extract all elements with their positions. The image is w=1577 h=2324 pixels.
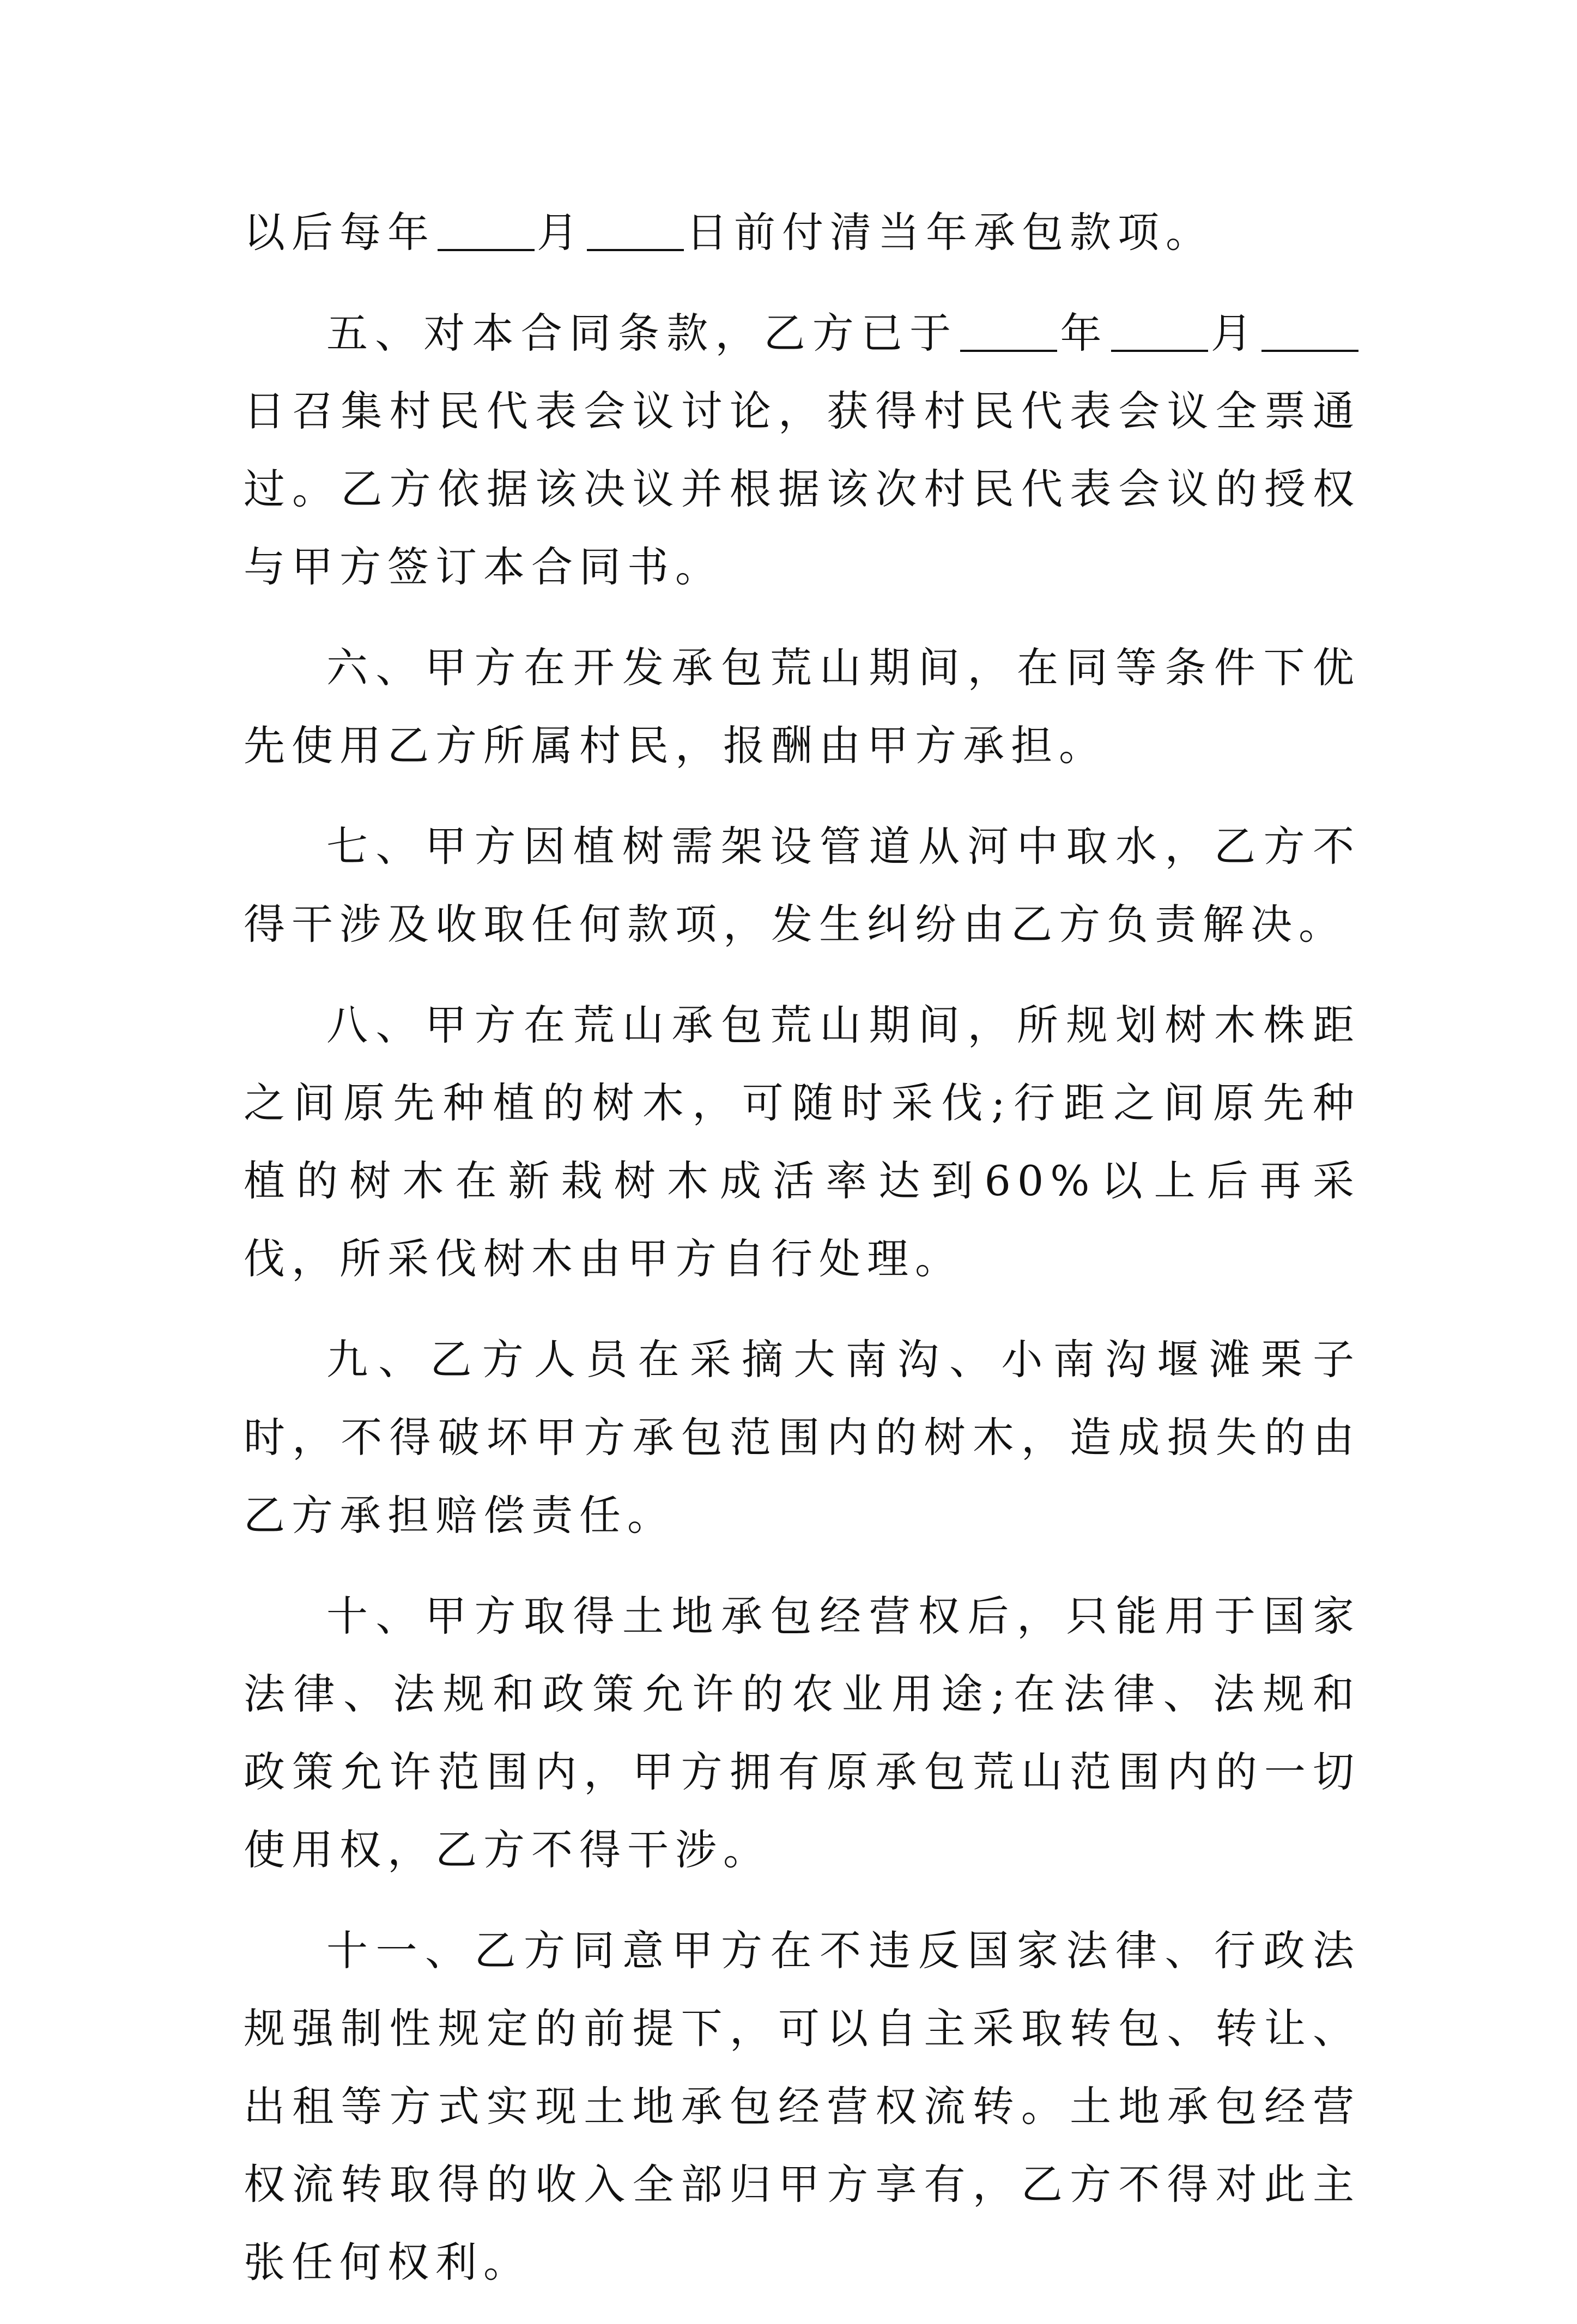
blank-field-year (960, 312, 1057, 352)
text-segment: 年 (1059, 309, 1109, 357)
text-segment: 日前付清当年承包款项。 (686, 208, 1214, 257)
text-segment: 九、乙方人员在采摘大南沟、小南沟堰滩栗子时，不得破坏甲方承包范围内的树木，造成损失的由乙方承担赔偿责任。 (244, 1335, 1361, 1540)
paragraph-clause-8 (244, 986, 1361, 1298)
text-segment: 以后每年 (244, 208, 435, 257)
text-segment: 十、甲方取得土地承包经营权后，只能用于国家法律、法规和政策允许的农业用途;在法律、法规和政策允许范围内，甲方拥有原承包荒山范围内的一切使用权，乙方不得干涉。 (244, 1592, 1361, 1874)
paragraph-payment-schedule (244, 193, 1361, 271)
text-segment: 月 (1210, 309, 1260, 357)
text-segment: 六、甲方在开发承包荒山期间，在同等条件下优先使用乙方所属村民，报酬由甲方承担。 (244, 643, 1361, 770)
text-segment: 五、对本合同条款，乙方已于 (326, 309, 959, 357)
blank-field-day (1261, 312, 1358, 352)
paragraph-clause-10 (244, 1577, 1361, 1889)
paragraph-clause-11 (244, 1912, 1361, 2301)
text-segment: 十一、乙方同意甲方在不违反国家法律、行政法规强制性规定的前提下，可以自主采取转包、转让、出租等方式实现土地承包经营权流转。土地承包经营权流转取得的收入全部归甲方享有，乙方不得对此主张任何权利。 (244, 1926, 1361, 2286)
paragraph-clause-6 (244, 629, 1361, 784)
blank-field-month (438, 211, 535, 251)
paragraph-clause-5 (244, 294, 1361, 606)
text-segment: 八、甲方在荒山承包荒山期间，所规划树木株距之间原先种植的树木，可随时采伐;行距之间原先种植的树木在新栽树木成活率达到60%以上后再采伐，所采伐树木由甲方自行处理。 (244, 1001, 1361, 1283)
blank-field-month (1111, 312, 1208, 352)
text-segment: 七、甲方因植树需架设管道从河中取水，乙方不得干涉及收取任何款项，发生纠纷由乙方负责解决。 (244, 822, 1361, 948)
paragraph-clause-9 (244, 1321, 1361, 1554)
contract-text (244, 193, 1361, 2324)
text-segment: 月 (537, 208, 585, 257)
text-segment: 日召集村民代表会议讨论，获得村民代表会议全票通过。乙方依据该决议并根据该次村民代表会议的授权与甲方签订本合同书。 (244, 387, 1361, 591)
blank-field-day (587, 211, 684, 251)
paragraph-clause-7 (244, 807, 1361, 963)
